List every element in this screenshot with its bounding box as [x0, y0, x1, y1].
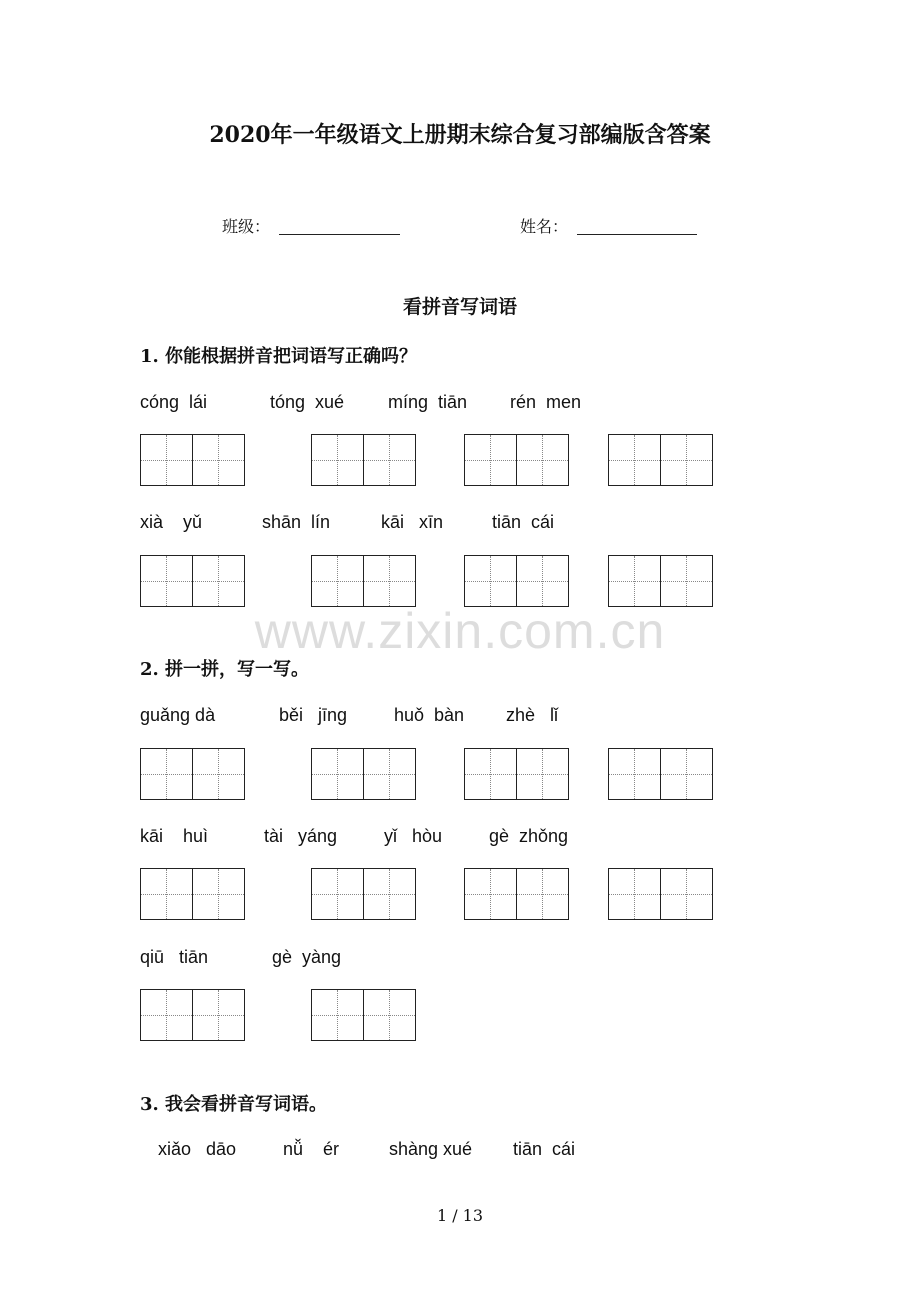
name-blank-line	[577, 234, 697, 235]
watermark: www.zixin.com.cn	[254, 603, 666, 659]
writing-grid-q2-r1-3[interactable]	[464, 748, 569, 800]
pinyin-q2-r3-1: qiū tiān	[140, 947, 209, 967]
writing-grid-q1-r1-4[interactable]	[608, 434, 713, 486]
writing-grid-q2-r3-2[interactable]	[311, 989, 416, 1041]
pinyin-q2-r2-3: yǐ hòu	[384, 826, 443, 846]
pinyin-q1-r1-1: cóng lái	[140, 392, 208, 412]
pinyin-q1-r1-3: míng tiān	[388, 392, 468, 412]
document-title: 2020年一年级语文上册期末综合复习部编版含答案	[209, 122, 711, 148]
class-blank-line	[279, 234, 400, 235]
pinyin-q2-r1-1: guǎng dà	[140, 705, 216, 725]
pinyin-q2-r1-3: huǒ bàn	[394, 705, 465, 725]
pinyin-q2-r3-2: gè yàng	[272, 947, 342, 967]
question-3-prompt: 3. 我会看拼音写词语。	[140, 1094, 328, 1115]
pinyin-q2-r2-2: tài yáng	[264, 826, 338, 846]
pinyin-q3-r1-2: nǚ ér	[283, 1139, 340, 1159]
writing-grid-q2-r2-3[interactable]	[464, 868, 569, 920]
pinyin-q3-r1-3: shàng xué	[389, 1139, 473, 1159]
pinyin-q2-r1-2: běi jīng	[279, 705, 348, 725]
pinyin-q1-r2-2: shān lín	[262, 512, 331, 532]
pinyin-q3-r1-1: xiǎo dāo	[158, 1139, 237, 1159]
writing-grid-q1-r2-3[interactable]	[464, 555, 569, 607]
name-label: 姓名：	[520, 217, 569, 236]
writing-grid-q1-r1-3[interactable]	[464, 434, 569, 486]
writing-grid-q2-r3-1[interactable]	[140, 989, 245, 1041]
page-number: 1 / 13	[436, 1206, 484, 1225]
pinyin-q1-r2-4: tiān cái	[492, 512, 555, 532]
pinyin-q3-r1-4: tiān cái	[513, 1139, 576, 1159]
class-label: 班级：	[222, 217, 271, 236]
pinyin-q1-r1-2: tóng xué	[270, 392, 345, 412]
writing-grid-q2-r1-1[interactable]	[140, 748, 245, 800]
pinyin-q2-r1-4: zhè lǐ	[506, 705, 559, 725]
writing-grid-q2-r2-2[interactable]	[311, 868, 416, 920]
writing-grid-q1-r2-4[interactable]	[608, 555, 713, 607]
writing-grid-q2-r2-1[interactable]	[140, 868, 245, 920]
writing-grid-q1-r1-2[interactable]	[311, 434, 416, 486]
section-title: 看拼音写词语	[402, 296, 517, 318]
pinyin-q2-r2-1: kāi huì	[140, 826, 209, 846]
pinyin-q1-r1-4: rén men	[510, 392, 582, 412]
pinyin-q1-r2-1: xià yǔ	[140, 512, 203, 532]
writing-grid-q1-r2-2[interactable]	[311, 555, 416, 607]
pinyin-q2-r2-4: gè zhǒng	[489, 826, 569, 846]
writing-grid-q2-r1-4[interactable]	[608, 748, 713, 800]
question-1-prompt: 1. 你能根据拼音把词语写正确吗？	[140, 346, 418, 367]
question-2-prompt: 2. 拼一拼，写一写。	[140, 659, 310, 680]
writing-grid-q1-r2-1[interactable]	[140, 555, 245, 607]
writing-grid-q2-r1-2[interactable]	[311, 748, 416, 800]
pinyin-q1-r2-3: kāi xīn	[381, 512, 444, 532]
writing-grid-q1-r1-1[interactable]	[140, 434, 245, 486]
writing-grid-q2-r2-4[interactable]	[608, 868, 713, 920]
